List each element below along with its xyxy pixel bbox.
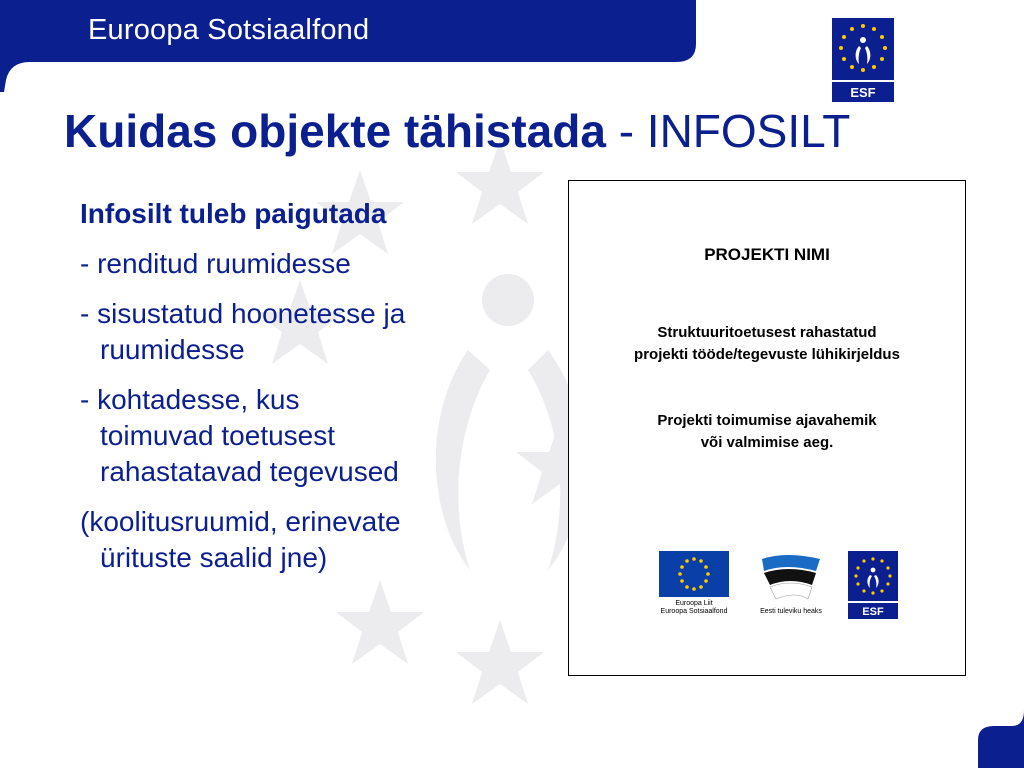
slide-title-bold: Kuidas objekte tähistada bbox=[64, 105, 606, 157]
esf-small-logo-label: ESF bbox=[862, 606, 884, 618]
sign-project-name: PROJEKTI NIMI bbox=[704, 245, 830, 264]
sign-description-line: projekti tööde/tegevuste lühikirjeldus bbox=[634, 346, 900, 363]
list-item-continuation: ruumidesse bbox=[100, 334, 245, 365]
estonia-caption: Eesti tuleviku heaks bbox=[760, 608, 822, 615]
list-item bbox=[80, 296, 500, 368]
slide-title bbox=[64, 104, 850, 158]
sign-time bbox=[569, 410, 965, 454]
eu-flag-icon bbox=[659, 551, 729, 597]
estonian-flag-icon bbox=[756, 551, 826, 601]
sign-time-line: või valmimise aeg. bbox=[700, 434, 834, 451]
header-title: Euroopa Sotsiaalfond bbox=[88, 14, 370, 46]
esf-small-logo bbox=[847, 551, 899, 619]
sign-time-line: Projekti toimumise ajavahemik bbox=[657, 412, 877, 429]
eu-caption bbox=[659, 600, 729, 616]
infosign-sample bbox=[568, 180, 966, 676]
corner-accent bbox=[976, 700, 1024, 768]
eu-flag-logo bbox=[659, 551, 729, 616]
list-item-continuation: rahastatavad tegevused bbox=[100, 456, 399, 487]
sign-logos bbox=[569, 551, 965, 621]
list-item-text: - renditud ruumidesse bbox=[80, 248, 351, 279]
eu-caption-line: Euroopa Sotsiaalfond bbox=[660, 608, 728, 615]
list-item bbox=[80, 504, 500, 576]
eu-caption-line: Euroopa Liit bbox=[675, 600, 713, 607]
list-item-continuation: ürituste saalid jne) bbox=[100, 542, 328, 573]
list-item bbox=[80, 246, 500, 282]
list-item-text: - kohtadesse, kus bbox=[80, 384, 300, 415]
sign-description-line: Struktuuritoetusest rahastatud bbox=[657, 324, 877, 341]
list-item-text: (koolitusruumid, erinevate bbox=[80, 506, 401, 537]
sign-description bbox=[569, 322, 965, 366]
list-item-continuation: toimuvad toetusest bbox=[100, 420, 336, 451]
slide-title-rest: - INFOSILT bbox=[605, 105, 851, 157]
placement-list bbox=[80, 196, 500, 590]
esf-logo-label: ESF bbox=[850, 85, 876, 100]
esf-logo bbox=[830, 16, 896, 104]
placement-heading: Infosilt tuleb paigutada bbox=[80, 198, 387, 229]
list-item bbox=[80, 382, 500, 490]
estonia-logo bbox=[751, 551, 831, 615]
list-item-text: - sisustatud hoonetesse ja bbox=[80, 298, 406, 329]
